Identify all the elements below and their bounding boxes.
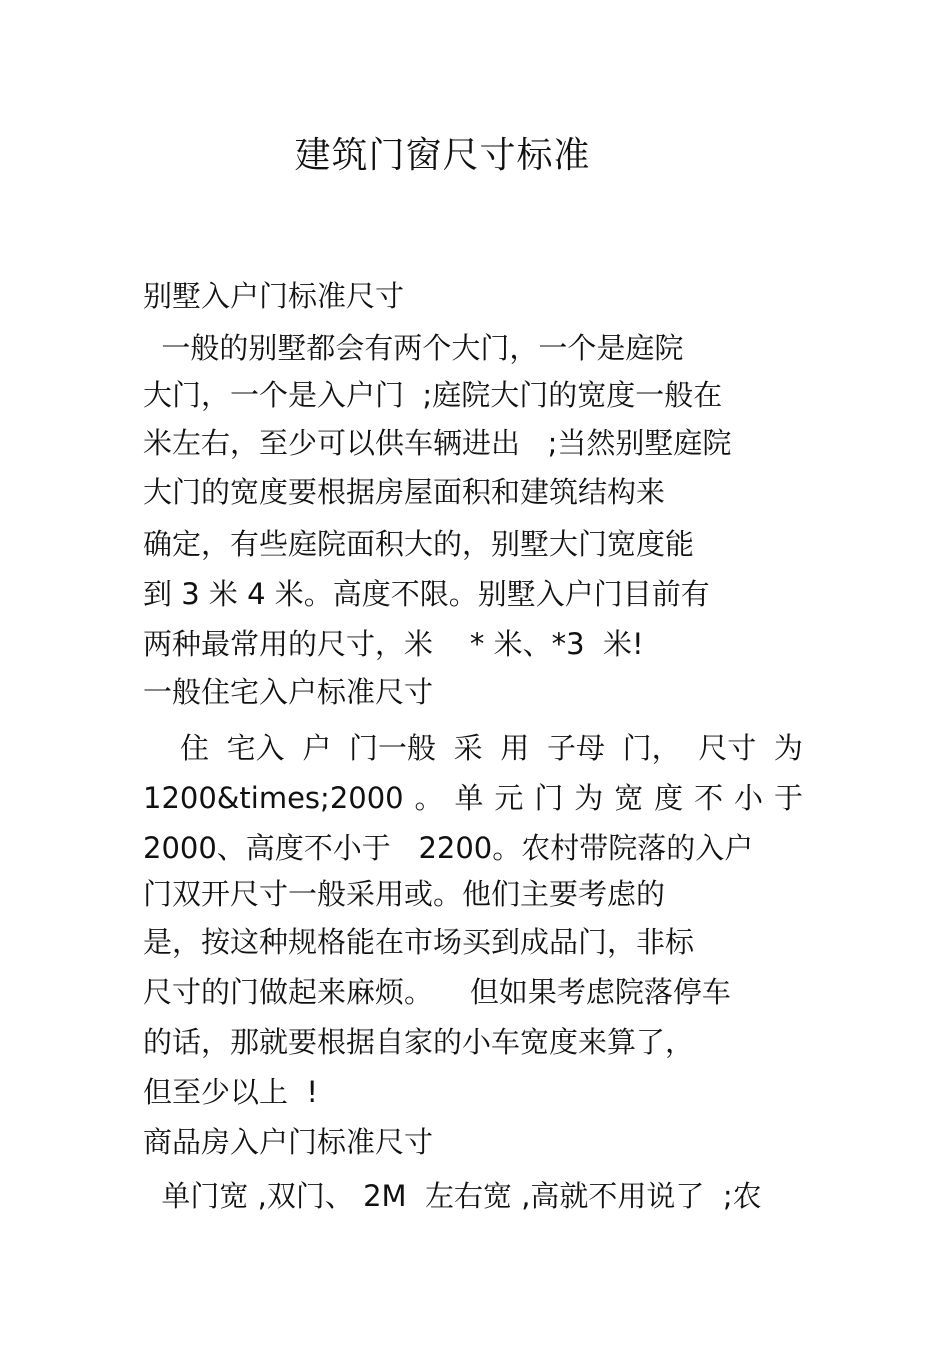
paragraph-line: 的话，那就要根据自家的小车宽度来算了， [143, 1025, 695, 1059]
paragraph-line: 单门宽 ,双门、 2M 左右宽 ,高就不用说了 ;农 [143, 1179, 762, 1213]
text-run: 门 [534, 781, 564, 815]
paragraph-line: 门双开尺寸一般采用或。他们主要考虑的 [143, 877, 666, 911]
text-run: 户 [302, 731, 332, 765]
text-run: 于 [773, 781, 803, 815]
text-run: 尺寸 [698, 731, 757, 765]
text-run: 住 [180, 731, 210, 765]
paragraph-line: 尺寸的门做起来麻烦。 但如果考虑院落停车 [143, 975, 731, 1009]
text-run: 宽 [614, 781, 644, 815]
text-run: 为 [574, 781, 604, 815]
document-title: 建筑门窗尺寸标准 [294, 135, 591, 176]
section-heading: 一般住宅入户标准尺寸 [143, 675, 434, 709]
paragraph-line: 是，按这种规格能在市场买到成品门，非标 [143, 925, 695, 959]
text-run: 小 [734, 781, 764, 815]
text-run: 为 [773, 731, 803, 765]
text-run: 门一般 [348, 731, 436, 765]
paragraph-line: 2000、高度不小于 2200。农村带院落的入户 [143, 831, 754, 865]
text-run: 采 [453, 731, 483, 765]
text-run: 门， [622, 731, 681, 765]
text-run: 。 [414, 781, 444, 815]
text-run: 元 [494, 781, 524, 815]
text-run: 度 [654, 781, 684, 815]
text-run: 单 [454, 781, 484, 815]
text-run: 子母 [546, 731, 605, 765]
text-run: 用 [500, 731, 530, 765]
paragraph-line: 两种最常用的尺寸，米 * 米、*3 米! [143, 627, 644, 661]
paragraph-line: 一般的别墅都会有两个大门，一个是庭院 [143, 331, 684, 365]
paragraph-line: 米左右，至少可以供车辆进出 ;当然别墅庭院 [143, 426, 732, 460]
section-heading: 别墅入户门标准尺寸 [143, 279, 405, 313]
paragraph-line: 到 3 米 4 米。高度不限。别墅入户门目前有 [143, 577, 710, 611]
section-heading: 商品房入户门标准尺寸 [143, 1125, 434, 1159]
justified-line [143, 778, 803, 818]
paragraph-line: 大门的宽度要根据房屋面积和建筑结构来 [143, 475, 666, 509]
paragraph-line: 确定，有些庭院面积大的，别墅大门宽度能 [143, 527, 695, 561]
justified-line [180, 728, 803, 768]
text-run: 不 [694, 781, 724, 815]
text-run: 1200&times;2000 [143, 781, 404, 815]
paragraph-line: 但至少以上 ! [143, 1075, 319, 1109]
text-run: 宅入 [226, 731, 285, 765]
paragraph-line: 大门，一个是入户门 ;庭院大门的宽度一般在 [143, 378, 723, 412]
